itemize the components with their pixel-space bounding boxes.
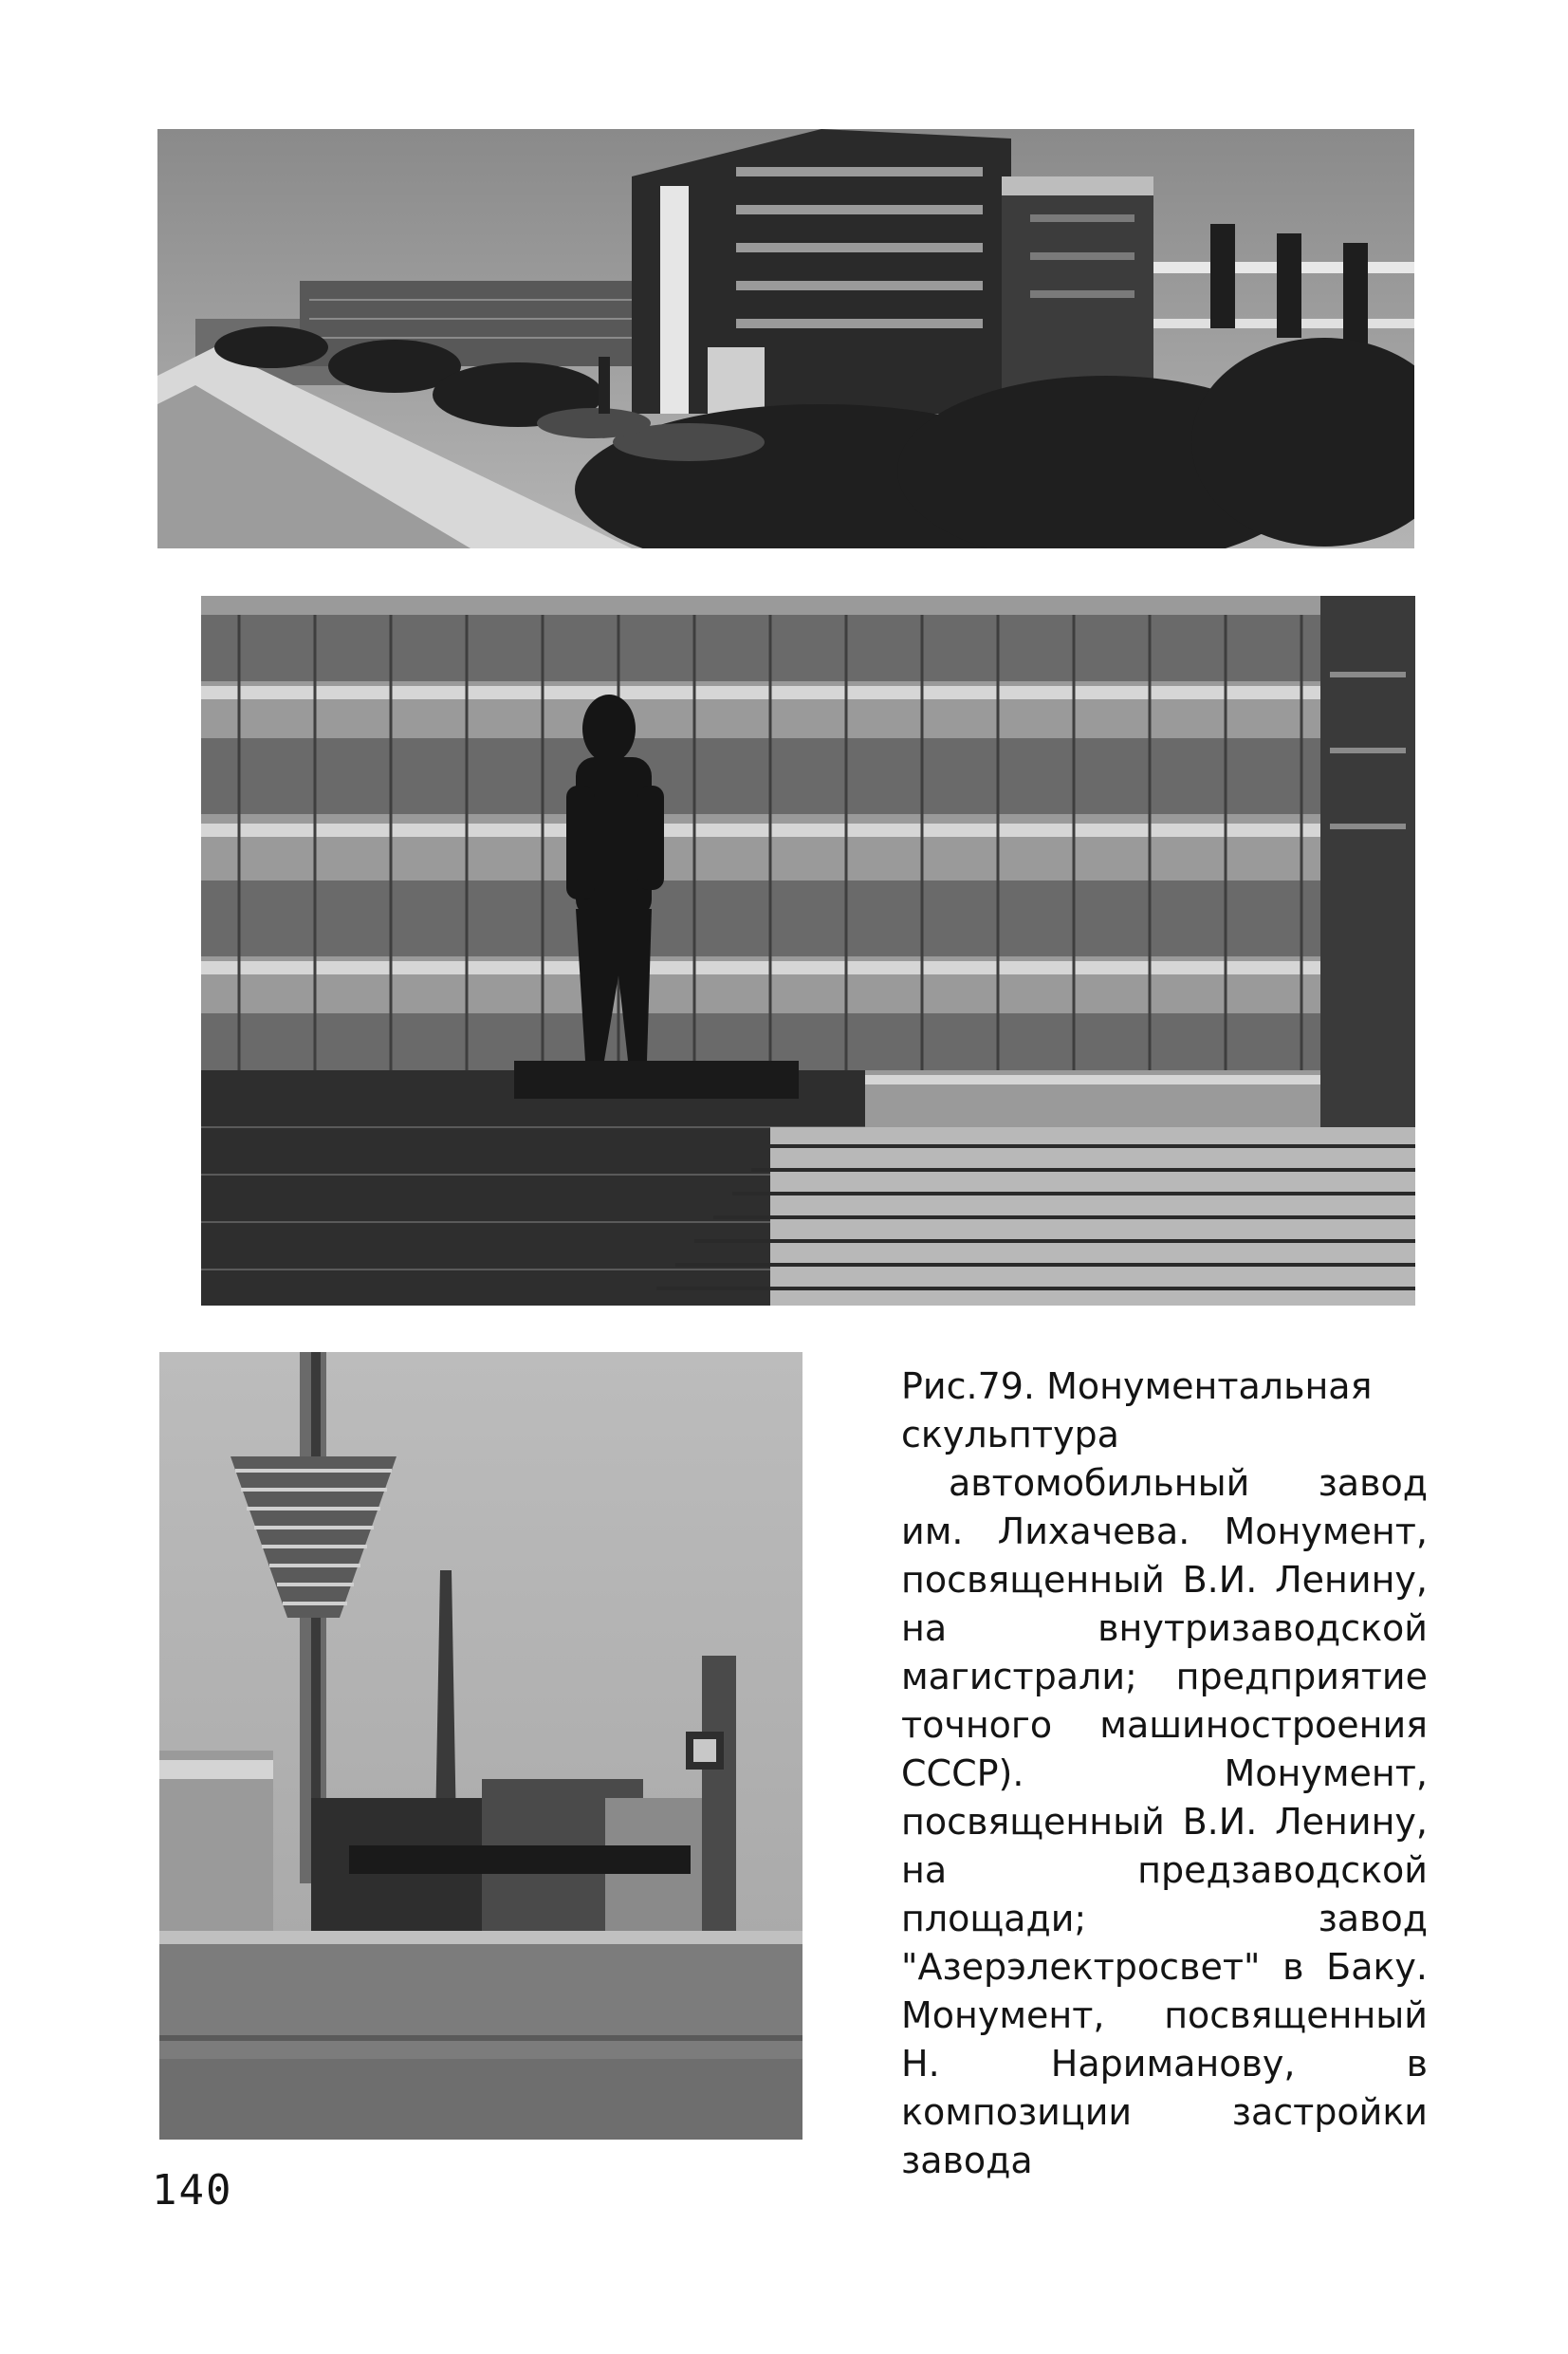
figure-caption: [901, 1362, 1428, 2185]
photo-narimanov-monument: [159, 1352, 802, 2140]
photo-factory-avenue: [157, 129, 1414, 548]
photo-lenin-monument: [201, 596, 1415, 1306]
figure-title: Рис.79. Монументальная скульптура: [901, 1365, 1373, 1455]
figure-description: автомобильный завод им. Лихачева. Монумент, посвященный В.И. Ленину, на внутризаводской магистрали; предприятие точного машиностроения СССР). Монумент, посвященный В.И. Ленину, на предзаводской площади; завод "Азерэлектросвет" в Баку. Монумент, посвященный Н. Нариманову, в композиции застройки завода: [901, 1462, 1428, 2181]
page-number: 140: [152, 2166, 233, 2215]
